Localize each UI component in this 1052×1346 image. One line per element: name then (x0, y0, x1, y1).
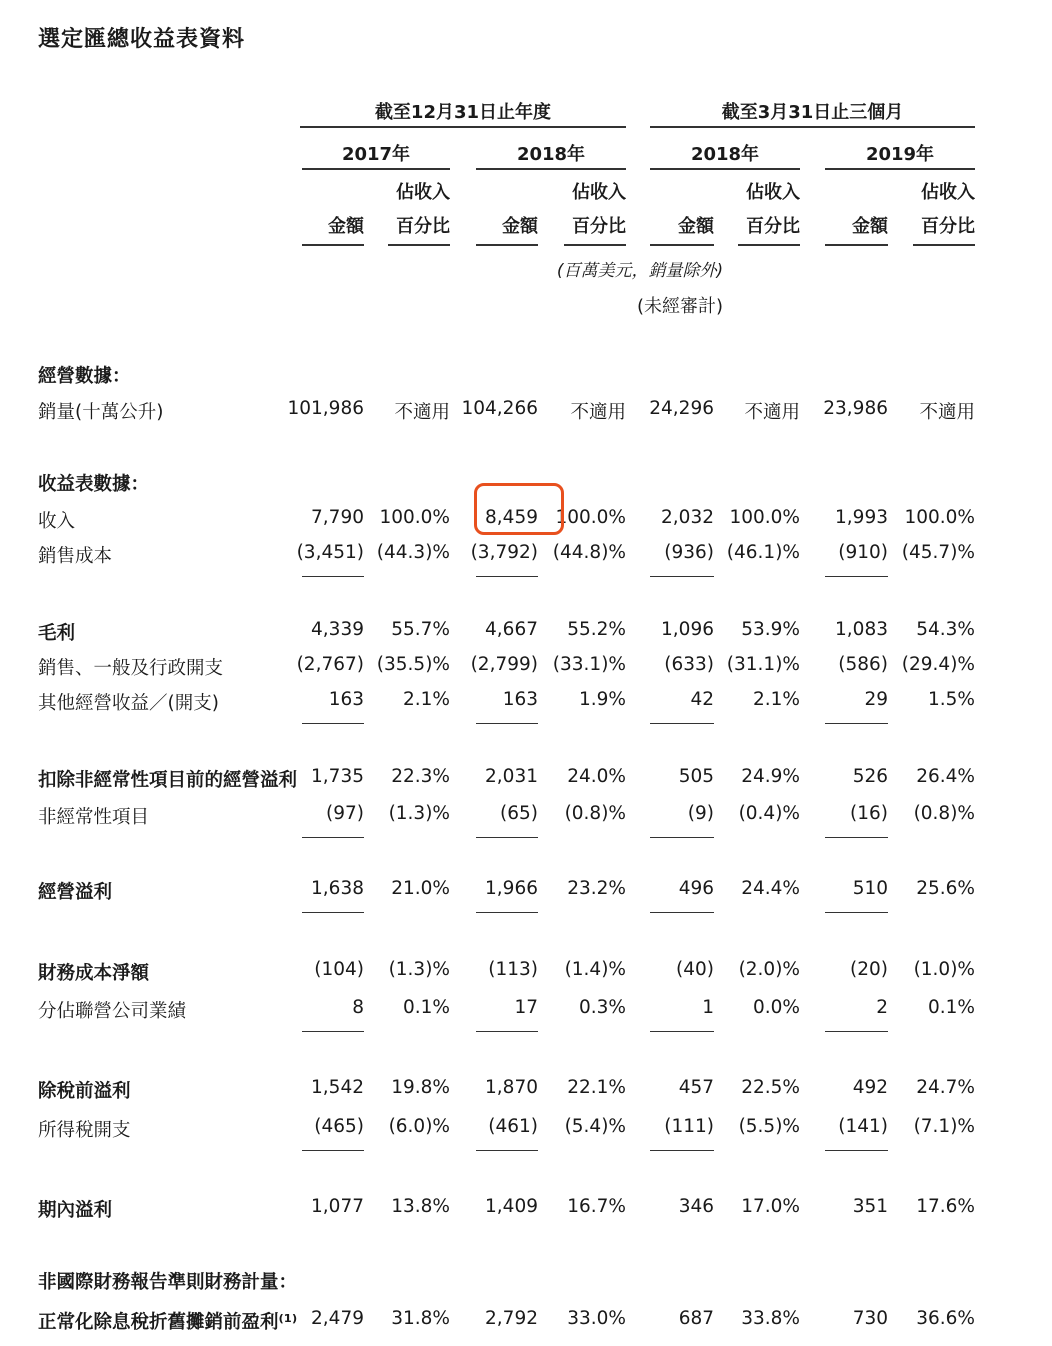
amount-cell: 2,032 (661, 507, 714, 528)
percent-cell: 19.8% (391, 1077, 450, 1098)
amount-cell: 526 (852, 766, 888, 787)
group-rule-year (300, 126, 626, 128)
amount-cell: 2,479 (311, 1308, 364, 1329)
page-title: 選定匯總收益表資料 (38, 27, 246, 52)
row-label: 分佔聯營公司業績 (38, 1001, 187, 1022)
amount-cell: 687 (678, 1308, 714, 1329)
row-label: 銷售成本 (38, 546, 113, 567)
percent-cell: 33.8% (741, 1308, 800, 1329)
percent-cell: 33.0% (567, 1308, 626, 1329)
percent-cell: 16.7% (567, 1196, 626, 1217)
row-label: 收入 (38, 511, 76, 532)
colhead-rule (564, 244, 626, 246)
amount-cell: 29 (864, 689, 888, 710)
amount-header: 金額 (502, 216, 538, 237)
percent-cell: 55.2% (567, 619, 626, 640)
row-label: 扣除非經常性項目前的經營溢利 (38, 770, 298, 791)
percent-cell: (5.4)% (564, 1116, 626, 1137)
subtotal-rule (476, 912, 538, 913)
amount-cell: (461) (488, 1116, 538, 1137)
percent-cell: (44.3)% (376, 542, 450, 563)
percent-cell: (0.8)% (564, 803, 626, 824)
percent-cell: 31.8% (391, 1308, 450, 1329)
amount-cell: (97) (326, 803, 364, 824)
percent-cell: (1.3)% (388, 803, 450, 824)
pct-header-line1: 佔收入 (572, 182, 626, 203)
percent-cell: 0.3% (579, 997, 626, 1018)
colhead-rule (302, 244, 364, 246)
amount-cell: 42 (690, 689, 714, 710)
colhead-rule (476, 244, 538, 246)
amount-cell: (3,792) (470, 542, 538, 563)
amount-cell: (3,451) (296, 542, 364, 563)
amount-header: 金額 (678, 216, 714, 237)
colhead-rule (650, 244, 714, 246)
amount-cell: 101,986 (287, 398, 364, 419)
row-label: 除稅前溢利 (38, 1081, 131, 1102)
percent-cell: 22.5% (741, 1077, 800, 1098)
row-label: 財務成本淨額 (38, 963, 150, 984)
subtotal-rule (650, 723, 714, 724)
percent-cell: (35.5)% (376, 654, 450, 675)
colhead-rule (825, 244, 888, 246)
percent-cell: 24.4% (741, 878, 800, 899)
colhead-rule (738, 244, 800, 246)
colhead-rule (913, 244, 975, 246)
subtotal-rule (302, 723, 364, 724)
percent-cell: 100.0% (379, 507, 450, 528)
percent-cell: (44.8)% (552, 542, 626, 563)
amount-cell: 163 (328, 689, 364, 710)
section-heading: 收益表數據： (38, 474, 150, 495)
percent-cell: 1.9% (579, 689, 626, 710)
year-header-2017: 2017年 (341, 144, 411, 165)
group-header-quarter: 截至3月31日止三個月 (721, 102, 904, 123)
percent-cell: 26.4% (916, 766, 975, 787)
percent-cell: 22.1% (567, 1077, 626, 1098)
percent-cell: 13.8% (391, 1196, 450, 1217)
amount-cell: (936) (664, 542, 714, 563)
percent-cell: (1.0)% (913, 959, 975, 980)
percent-cell: 36.6% (916, 1308, 975, 1329)
subtotal-rule (825, 1150, 888, 1151)
group-rule-quarter (650, 126, 975, 128)
subtotal-rule (302, 1031, 364, 1032)
amount-cell: 1,077 (311, 1196, 364, 1217)
amount-cell: (465) (314, 1116, 364, 1137)
amount-cell: 8,459 (485, 507, 538, 528)
subtotal-rule (476, 1150, 538, 1151)
amount-cell: (586) (838, 654, 888, 675)
highlight-box (474, 483, 564, 535)
percent-cell: 不適用 (744, 402, 800, 423)
percent-cell: 55.7% (391, 619, 450, 640)
colhead-rule (388, 244, 450, 246)
percent-cell: 53.9% (741, 619, 800, 640)
amount-cell: 1,409 (485, 1196, 538, 1217)
subtotal-rule (825, 723, 888, 724)
percent-cell: 22.3% (391, 766, 450, 787)
subtotal-rule (650, 1150, 714, 1151)
row-label: 銷量(十萬公升) (38, 402, 164, 423)
percent-cell: 1.5% (928, 689, 975, 710)
percent-cell: (46.1)% (726, 542, 800, 563)
percent-cell: (2.0)% (738, 959, 800, 980)
amount-cell: (2,767) (296, 654, 364, 675)
amount-cell: 492 (852, 1077, 888, 1098)
percent-cell: (0.8)% (913, 803, 975, 824)
amount-cell: 1,083 (835, 619, 888, 640)
row-label: 非經常性項目 (38, 807, 150, 828)
amount-cell: 346 (678, 1196, 714, 1217)
amount-cell: 4,339 (311, 619, 364, 640)
percent-cell: 25.6% (916, 878, 975, 899)
subtotal-rule (302, 837, 364, 838)
percent-cell: (45.7)% (901, 542, 975, 563)
pct-header-line1: 佔收入 (921, 182, 975, 203)
group-header-year: 截至12月31日止年度 (374, 102, 552, 123)
amount-cell: (113) (488, 959, 538, 980)
subtotal-rule (825, 837, 888, 838)
amount-cell: (16) (850, 803, 888, 824)
subtotal-rule (650, 576, 714, 577)
percent-cell: (29.4)% (901, 654, 975, 675)
row-label: 銷售、一般及行政開支 (38, 658, 224, 679)
pct-header-line2: 百分比 (921, 216, 975, 237)
subtotal-rule (650, 912, 714, 913)
percent-cell: 23.2% (567, 878, 626, 899)
amount-cell: 510 (852, 878, 888, 899)
row-label: 其他經營收益／(開支) (38, 693, 219, 714)
percent-cell: (1.3)% (388, 959, 450, 980)
amount-header: 金額 (328, 216, 364, 237)
pct-header-line2: 百分比 (396, 216, 450, 237)
row-label: 毛利 (38, 623, 76, 644)
amount-cell: 496 (678, 878, 714, 899)
percent-cell: 0.1% (403, 997, 450, 1018)
year-header-2018-q: 2018年 (690, 144, 760, 165)
section-heading: 經營數據： (38, 366, 131, 387)
year-rule (650, 168, 800, 170)
amount-cell: 23,986 (823, 398, 888, 419)
pct-header-line2: 百分比 (746, 216, 800, 237)
amount-cell: 351 (852, 1196, 888, 1217)
amount-cell: (633) (664, 654, 714, 675)
percent-cell: (6.0)% (388, 1116, 450, 1137)
percent-cell: 21.0% (391, 878, 450, 899)
percent-cell: 不適用 (570, 402, 626, 423)
percent-cell: (0.4)% (738, 803, 800, 824)
percent-cell: 100.0% (555, 507, 626, 528)
percent-cell: 不適用 (919, 402, 975, 423)
percent-cell: 54.3% (916, 619, 975, 640)
percent-cell: (31.1)% (726, 654, 800, 675)
amount-cell: 1,542 (311, 1077, 364, 1098)
percent-cell: 0.0% (753, 997, 800, 1018)
subtotal-rule (476, 723, 538, 724)
amount-cell: (2,799) (470, 654, 538, 675)
subtotal-rule (302, 576, 364, 577)
amount-cell: 730 (852, 1308, 888, 1329)
percent-cell: (33.1)% (552, 654, 626, 675)
amount-cell: 1 (702, 997, 714, 1018)
amount-cell: 1,096 (661, 619, 714, 640)
amount-cell: 2 (876, 997, 888, 1018)
percent-cell: (7.1)% (913, 1116, 975, 1137)
year-rule (825, 168, 975, 170)
pct-header-line1: 佔收入 (746, 182, 800, 203)
amount-cell: (141) (838, 1116, 888, 1137)
percent-cell: (5.5)% (738, 1116, 800, 1137)
subtotal-rule (650, 837, 714, 838)
percent-cell: 2.1% (753, 689, 800, 710)
amount-cell: (20) (850, 959, 888, 980)
subtotal-rule (650, 1031, 714, 1032)
percent-cell: 24.0% (567, 766, 626, 787)
percent-cell: 不適用 (394, 402, 450, 423)
percent-cell: 17.6% (916, 1196, 975, 1217)
subtotal-rule (476, 1031, 538, 1032)
amount-cell: 8 (352, 997, 364, 1018)
amount-cell: 4,667 (485, 619, 538, 640)
amount-cell: (111) (664, 1116, 714, 1137)
subtotal-rule (476, 576, 538, 577)
year-rule (476, 168, 626, 170)
amount-cell: (65) (500, 803, 538, 824)
amount-cell: 104,266 (461, 398, 538, 419)
percent-cell: 0.1% (928, 997, 975, 1018)
section-heading: 非國際財務報告準則財務計量： (38, 1272, 298, 1293)
amount-cell: 1,966 (485, 878, 538, 899)
unaudited-note: (未經審計) (636, 296, 724, 317)
amount-cell: 2,031 (485, 766, 538, 787)
unit-note: (百萬美元，銷量除外) (556, 261, 724, 281)
pct-header-line1: 佔收入 (396, 182, 450, 203)
percent-cell: 17.0% (741, 1196, 800, 1217)
amount-cell: 7,790 (311, 507, 364, 528)
row-label: 期內溢利 (38, 1200, 113, 1221)
amount-cell: 2,792 (485, 1308, 538, 1329)
amount-cell: (104) (314, 959, 364, 980)
percent-cell: 24.7% (916, 1077, 975, 1098)
row-label: 正常化除息稅折舊攤銷前盈利⁽¹⁾ (38, 1312, 298, 1333)
subtotal-rule (825, 576, 888, 577)
amount-cell: (40) (676, 959, 714, 980)
subtotal-rule (302, 1150, 364, 1151)
amount-cell: 505 (678, 766, 714, 787)
year-rule (302, 168, 450, 170)
row-label: 經營溢利 (38, 882, 113, 903)
amount-cell: 457 (678, 1077, 714, 1098)
year-header-2019-q: 2019年 (865, 144, 935, 165)
row-label: 所得稅開支 (38, 1120, 131, 1141)
subtotal-rule (825, 1031, 888, 1032)
percent-cell: 2.1% (403, 689, 450, 710)
percent-cell: 100.0% (904, 507, 975, 528)
subtotal-rule (825, 912, 888, 913)
amount-cell: 163 (502, 689, 538, 710)
amount-header: 金額 (852, 216, 888, 237)
amount-cell: 1,870 (485, 1077, 538, 1098)
percent-cell: 24.9% (741, 766, 800, 787)
amount-cell: 17 (514, 997, 538, 1018)
pct-header-line2: 百分比 (572, 216, 626, 237)
year-header-2018: 2018年 (516, 144, 586, 165)
amount-cell: 1,993 (835, 507, 888, 528)
amount-cell: (910) (838, 542, 888, 563)
percent-cell: 100.0% (729, 507, 800, 528)
amount-cell: 1,735 (311, 766, 364, 787)
amount-cell: 1,638 (311, 878, 364, 899)
subtotal-rule (302, 912, 364, 913)
subtotal-rule (476, 837, 538, 838)
amount-cell: 24,296 (649, 398, 714, 419)
amount-cell: (9) (687, 803, 714, 824)
percent-cell: (1.4)% (564, 959, 626, 980)
